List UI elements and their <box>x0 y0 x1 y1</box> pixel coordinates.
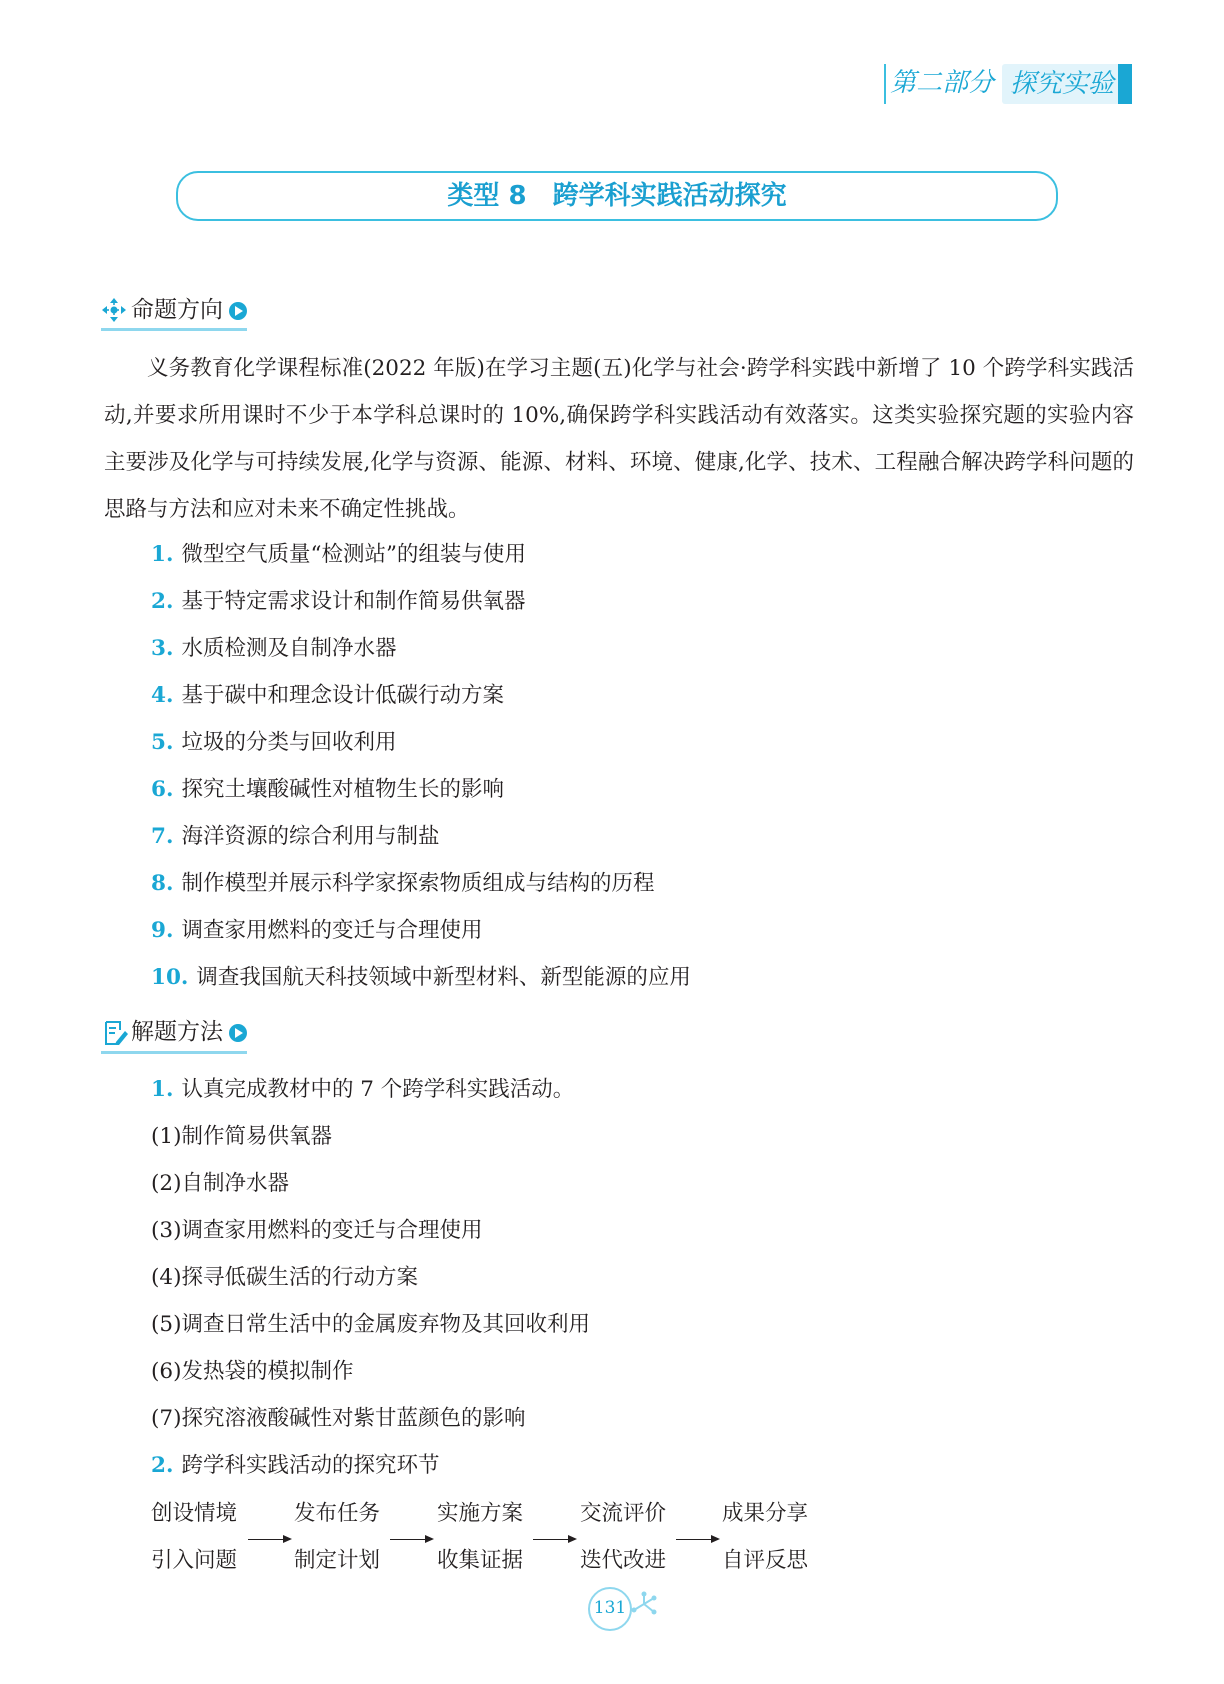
play-arrow-icon <box>229 302 247 320</box>
list-item-text: 调查我国航天科技领域中新型材料、新型能源的应用 <box>196 965 691 990</box>
list-item <box>151 634 396 664</box>
list-item-text: 海洋资源的综合利用与制盐 <box>181 824 440 849</box>
intro-paragraph <box>104 345 1134 533</box>
section-underline <box>101 328 247 331</box>
list-item <box>151 728 396 758</box>
section-title-method: 解题方法 <box>131 1019 223 1045</box>
flow-step-bottom: 引入问题 <box>151 1548 238 1573</box>
flow-step-bottom: 收集证据 <box>437 1548 524 1573</box>
method-point-text: 认真完成教材中的 7 个跨学科实践活动。 <box>181 1077 575 1102</box>
list-item-text: 制作模型并展示科学家探索物质组成与结构的历程 <box>181 871 655 896</box>
flow-step-top: 交流评价 <box>580 1501 667 1526</box>
list-item-number: 3. <box>151 636 174 661</box>
activity-item: (6)发热袋的模拟制作 <box>151 1359 354 1384</box>
list-item-number: 8. <box>151 871 174 896</box>
method-point-1 <box>151 1075 574 1105</box>
edit-note-icon <box>103 1020 129 1046</box>
header-divider <box>884 64 886 104</box>
flow-step-bottom: 自评反思 <box>722 1548 809 1573</box>
list-item <box>151 869 654 899</box>
list-item-number: 1. <box>151 542 174 567</box>
list-item <box>151 916 482 946</box>
play-arrow-icon <box>229 1024 247 1042</box>
molecule-icon <box>630 1590 660 1620</box>
method-point-text: 跨学科实践活动的探究环节 <box>181 1453 440 1478</box>
flow-step-top: 发布任务 <box>294 1501 381 1526</box>
list-item-number: 9. <box>151 918 174 943</box>
list-item <box>151 775 504 805</box>
list-item-text: 水质检测及自制净水器 <box>181 636 397 661</box>
header-accent-bar <box>1118 64 1132 104</box>
list-item-number: 5. <box>151 730 174 755</box>
flow-step-top: 成果分享 <box>722 1501 809 1526</box>
list-item <box>151 681 504 711</box>
list-item-text: 探究土壤酸碱性对植物生长的影响 <box>181 777 504 802</box>
move-arrows-icon <box>101 297 127 323</box>
method-point-number: 1. <box>151 1077 174 1102</box>
list-item <box>151 822 439 852</box>
header-part-label: 第二部分 <box>890 68 995 98</box>
list-item-text: 基于碳中和理念设计低碳行动方案 <box>181 683 504 708</box>
activity-item: (7)探究溶液酸碱性对紫甘蓝颜色的影响 <box>151 1406 526 1431</box>
list-item-number: 7. <box>151 824 174 849</box>
list-item-text: 基于特定需求设计和制作简易供氧器 <box>181 589 526 614</box>
list-item <box>151 963 691 993</box>
section-title-direction: 命题方向 <box>131 297 223 323</box>
activity-item: (4)探寻低碳生活的行动方案 <box>151 1265 418 1290</box>
list-item-text: 微型空气质量“检测站”的组装与使用 <box>181 542 526 567</box>
header-section-label: 探究实验 <box>1010 69 1115 99</box>
flow-arrow <box>676 1539 718 1540</box>
section-underline <box>101 1051 247 1054</box>
flow-step-top: 创设情境 <box>151 1501 238 1526</box>
intro-text: 义务教育化学课程标准(2022 年版)在学习主题(五)化学与社会·跨学科实践中新增了 10 个跨学科实践活动,并要求所用课时不少于本学科总课时的 10%,确保跨学科实践活动有效落实。这类实验探究题的实验内容主要涉及化学与可持续发展,化学与资源、能源、材料、环境、健康,化学、技术、工程融合解决跨学科问题的思路与方法和应对未来不确定性挑战。 <box>104 356 1134 522</box>
method-point-number: 2. <box>151 1453 174 1478</box>
activity-item: (2)自制净水器 <box>151 1171 289 1196</box>
flow-arrow <box>533 1539 575 1540</box>
list-item-number: 10. <box>151 965 189 990</box>
list-item-text: 调查家用燃料的变迁与合理使用 <box>181 918 483 943</box>
list-item-number: 6. <box>151 777 174 802</box>
page-title: 类型 8 跨学科实践活动探究 <box>447 181 787 211</box>
list-item-number: 2. <box>151 589 174 614</box>
list-item <box>151 587 525 617</box>
flow-step-top: 实施方案 <box>437 1501 524 1526</box>
flow-arrow <box>390 1539 432 1540</box>
list-item-number: 4. <box>151 683 174 708</box>
method-point-2 <box>151 1451 439 1481</box>
list-item <box>151 540 526 570</box>
flow-step-bottom: 制定计划 <box>294 1548 381 1573</box>
page-number: 131 <box>593 1598 627 1618</box>
activity-item: (5)调查日常生活中的金属废弃物及其回收利用 <box>151 1312 590 1337</box>
flow-step-bottom: 迭代改进 <box>580 1548 667 1573</box>
activity-item: (3)调查家用燃料的变迁与合理使用 <box>151 1218 483 1243</box>
activity-item: (1)制作简易供氧器 <box>151 1124 332 1149</box>
list-item-text: 垃圾的分类与回收利用 <box>181 730 397 755</box>
flow-arrow <box>248 1539 290 1540</box>
